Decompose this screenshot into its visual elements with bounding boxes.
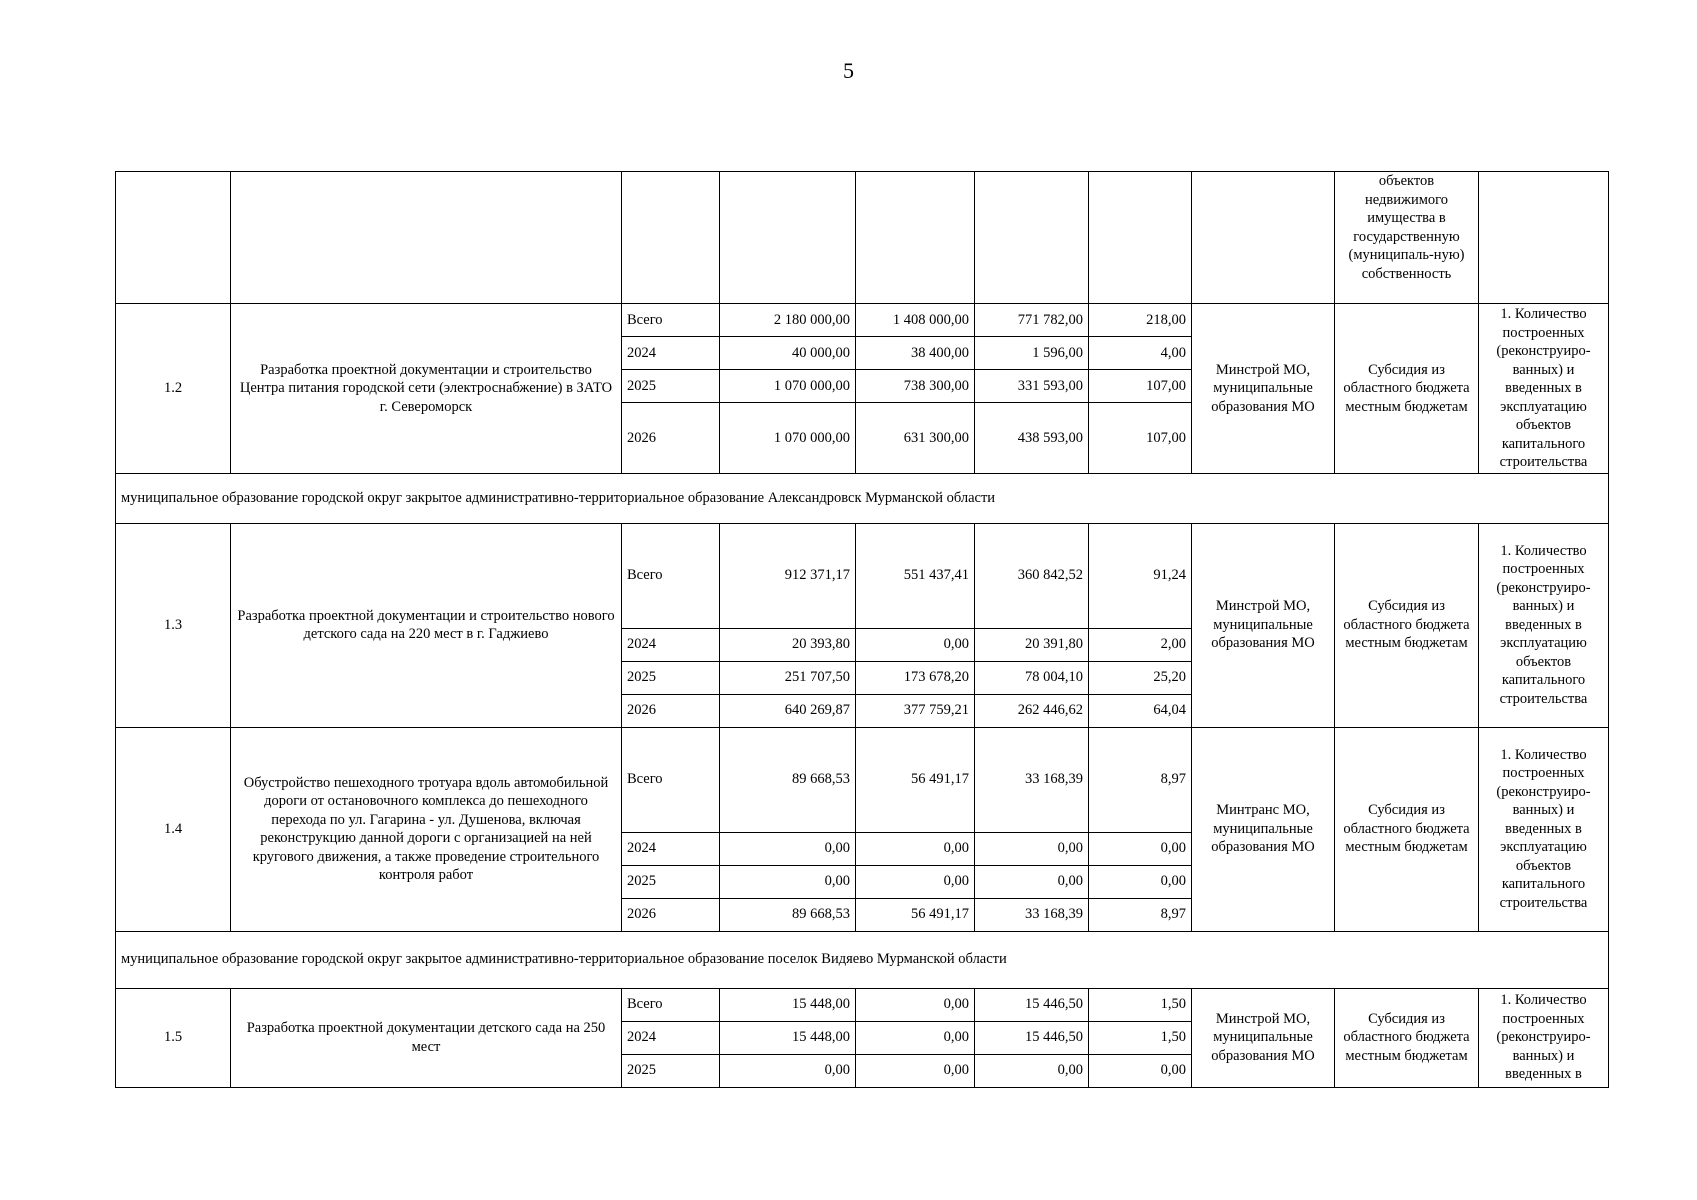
amount-total: 15 448,00 <box>720 1021 856 1054</box>
amount-regional: 0,00 <box>975 1054 1089 1087</box>
amount-regional: 438 593,00 <box>975 403 1089 473</box>
row-number: 1.3 <box>116 523 231 727</box>
amount-local: 8,97 <box>1089 727 1192 832</box>
amount-total: 15 448,00 <box>720 988 856 1021</box>
section-row-vidyaevo <box>116 931 1609 988</box>
event-name: Разработка проектной документации и строительство Центра питания городской сети (электроснабжение) в ЗАТО г. Североморск <box>231 304 622 474</box>
indicator: 1. Количество построенных (реконструиро-ванных) и введенных в эксплуатацию объектов капитального строительства <box>1479 727 1609 931</box>
mechanism: Субсидия из областного бюджета местным бюджетам <box>1335 304 1479 474</box>
amount-federal: 0,00 <box>856 1021 975 1054</box>
executor: Минстрой МО, муниципальные образования МО <box>1192 988 1335 1087</box>
event-name: Разработка проектной документации и строительство нового детского сада на 220 мест в г. Гаджиево <box>231 523 622 727</box>
amount-regional: 0,00 <box>975 865 1089 898</box>
amount-local: 0,00 <box>1089 1054 1192 1087</box>
year-label: 2024 <box>622 832 720 865</box>
row-number: 1.2 <box>116 304 231 474</box>
table-row-1-4-total <box>116 727 1609 832</box>
amount-local: 64,04 <box>1089 694 1192 727</box>
amount-total: 1 070 000,00 <box>720 403 856 473</box>
year-label: Всего <box>622 988 720 1021</box>
amount-local: 0,00 <box>1089 865 1192 898</box>
year-label: 2024 <box>622 628 720 661</box>
amount-federal: 631 300,00 <box>856 403 975 473</box>
amount-local: 107,00 <box>1089 370 1192 403</box>
amount-regional: 15 446,50 <box>975 988 1089 1021</box>
amount-federal: 0,00 <box>856 1054 975 1087</box>
amount-total: 1 070 000,00 <box>720 370 856 403</box>
year-label: 2026 <box>622 403 720 473</box>
amount-local: 218,00 <box>1089 304 1192 337</box>
amount-regional: 20 391,80 <box>975 628 1089 661</box>
executor: Минстрой МО, муниципальные образования МО <box>1192 523 1335 727</box>
amount-local: 1,50 <box>1089 988 1192 1021</box>
amount-regional: 771 782,00 <box>975 304 1089 337</box>
amount-regional: 360 842,52 <box>975 523 1089 628</box>
amount-local: 1,50 <box>1089 1021 1192 1054</box>
amount-federal: 38 400,00 <box>856 337 975 370</box>
amount-total: 40 000,00 <box>720 337 856 370</box>
amount-federal: 173 678,20 <box>856 661 975 694</box>
year-label: 2025 <box>622 1054 720 1087</box>
indicator: 1. Количество построенных (реконструиро-ванных) и введенных в эксплуатацию объектов капитального строительства <box>1479 523 1609 727</box>
event-name: Обустройство пешеходного тротуара вдоль автомобильной дороги от остановочного комплекса до пешеходного перехода по ул. Гагарина - ул. Душенова, включая реконструкцию данной дороги с организацией на ней кругового движения, а также проведение строительного контроля работ <box>231 727 622 931</box>
amount-federal: 1 408 000,00 <box>856 304 975 337</box>
amount-local: 4,00 <box>1089 337 1192 370</box>
mechanism: Субсидия из областного бюджета местным бюджетам <box>1335 988 1479 1087</box>
amount-federal: 0,00 <box>856 988 975 1021</box>
amount-local: 8,97 <box>1089 898 1192 931</box>
program-table <box>115 171 1609 1088</box>
amount-total: 89 668,53 <box>720 898 856 931</box>
amount-total: 0,00 <box>720 865 856 898</box>
amount-regional: 0,00 <box>975 832 1089 865</box>
amount-total: 0,00 <box>720 832 856 865</box>
year-label: 2025 <box>622 370 720 403</box>
amount-total: 251 707,50 <box>720 661 856 694</box>
amount-total: 640 269,87 <box>720 694 856 727</box>
amount-federal: 0,00 <box>856 832 975 865</box>
amount-regional: 78 004,10 <box>975 661 1089 694</box>
amount-local: 107,00 <box>1089 403 1192 473</box>
executor: Минстрой МО, муниципальные образования МО <box>1192 304 1335 474</box>
year-label: 2025 <box>622 865 720 898</box>
table-row-1-2-total <box>116 304 1609 337</box>
amount-federal: 56 491,17 <box>856 727 975 832</box>
indicator: 1. Количество построенных (реконструиро-ванных) и введенных в эксплуатацию объектов капитального строительства <box>1479 304 1609 474</box>
amount-regional: 33 168,39 <box>975 727 1089 832</box>
amount-total: 89 668,53 <box>720 727 856 832</box>
amount-regional: 262 446,62 <box>975 694 1089 727</box>
amount-federal: 377 759,21 <box>856 694 975 727</box>
section-title: муниципальное образование городской округ закрытое административно-территориальное образование поселок Видяево Мурманской области <box>116 931 1609 988</box>
amount-federal: 0,00 <box>856 628 975 661</box>
amount-total: 2 180 000,00 <box>720 304 856 337</box>
indicator: 1. Количество построенных (реконструиро-ванных) и введенных в <box>1479 988 1609 1087</box>
year-label: Всего <box>622 727 720 832</box>
amount-regional: 1 596,00 <box>975 337 1089 370</box>
amount-total: 0,00 <box>720 1054 856 1087</box>
page-number: 5 <box>843 58 854 83</box>
year-label: 2026 <box>622 898 720 931</box>
amount-local: 25,20 <box>1089 661 1192 694</box>
amount-regional: 33 168,39 <box>975 898 1089 931</box>
continuation-row <box>116 172 1609 304</box>
amount-local: 2,00 <box>1089 628 1192 661</box>
event-name: Разработка проектной документации детского сада на 250 мест <box>231 988 622 1087</box>
table-row-1-3-total <box>116 523 1609 628</box>
year-label: 2024 <box>622 337 720 370</box>
year-label: Всего <box>622 523 720 628</box>
amount-federal: 738 300,00 <box>856 370 975 403</box>
year-label: 2024 <box>622 1021 720 1054</box>
amount-federal: 551 437,41 <box>856 523 975 628</box>
section-title: муниципальное образование городской округ закрытое административно-территориальное образование Александровск Мурманской области <box>116 473 1609 523</box>
row-number: 1.5 <box>116 988 231 1087</box>
amount-total: 912 371,17 <box>720 523 856 628</box>
amount-local: 91,24 <box>1089 523 1192 628</box>
amount-regional: 15 446,50 <box>975 1021 1089 1054</box>
amount-local: 0,00 <box>1089 832 1192 865</box>
section-row-alexandrovsk <box>116 473 1609 523</box>
amount-federal: 0,00 <box>856 865 975 898</box>
mechanism: Субсидия из областного бюджета местным бюджетам <box>1335 727 1479 931</box>
mechanism-continuation: объектов недвижимого имущества в государственную (муниципаль-ную) собственность <box>1335 172 1479 304</box>
year-label: Всего <box>622 304 720 337</box>
amount-total: 20 393,80 <box>720 628 856 661</box>
mechanism: Субсидия из областного бюджета местным бюджетам <box>1335 523 1479 727</box>
year-label: 2025 <box>622 661 720 694</box>
executor: Минтранс МО, муниципальные образования МО <box>1192 727 1335 931</box>
year-label: 2026 <box>622 694 720 727</box>
amount-regional: 331 593,00 <box>975 370 1089 403</box>
row-number: 1.4 <box>116 727 231 931</box>
table-row-1-5-total <box>116 988 1609 1021</box>
amount-federal: 56 491,17 <box>856 898 975 931</box>
